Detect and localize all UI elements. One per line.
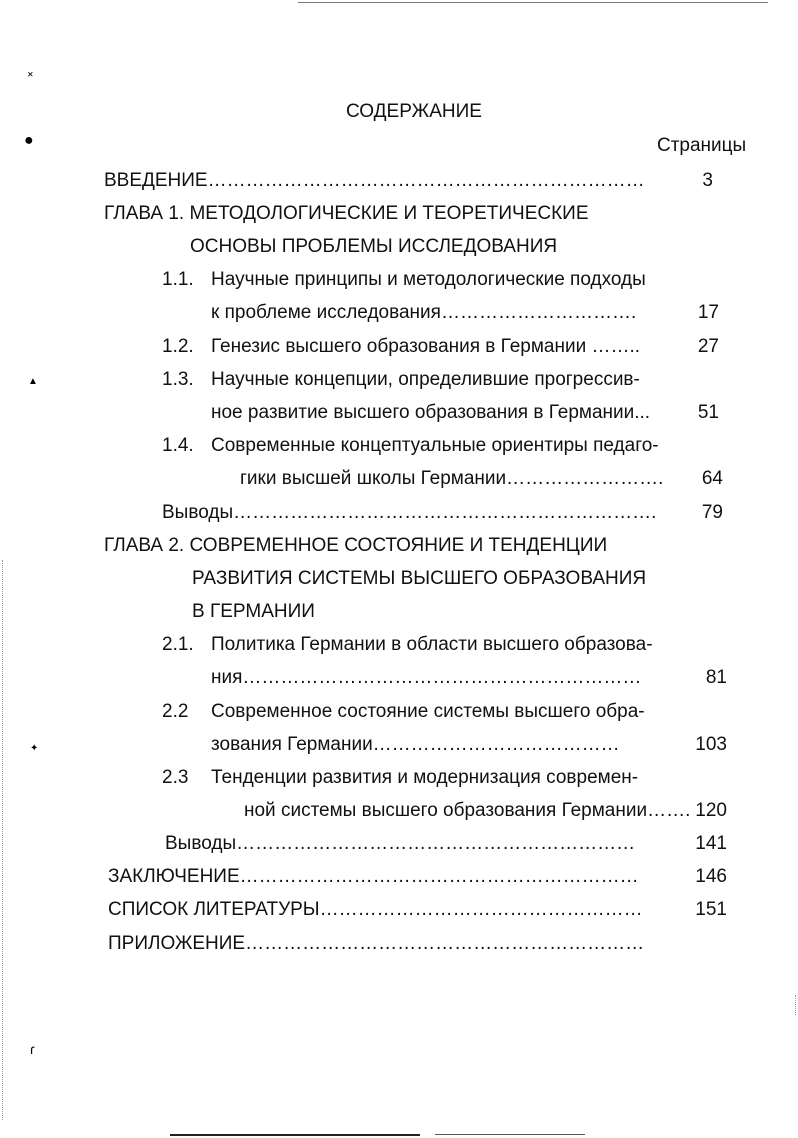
toc-title: СОДЕРЖАНИЕ <box>346 101 482 122</box>
toc-section-number: 2.1. <box>162 634 194 655</box>
scan-artifact-top <box>298 2 768 3</box>
toc-section-2-3-line2: ной системы высшего образования Германии……. <box>244 800 691 821</box>
toc-page-conclusion: 146 <box>695 866 727 887</box>
scan-speck-3: ▲ <box>28 376 38 387</box>
toc-section-2-1-line1: Политика Германии в области высшего образова- <box>211 634 653 655</box>
scan-speck-2: ● <box>24 132 34 149</box>
toc-section-number: 2.2 <box>162 701 189 722</box>
toc-entry-conclusion: ЗАКЛЮЧЕНИЕ……………………………………………………… <box>108 866 639 887</box>
toc-page-1-3: 51 <box>697 402 719 423</box>
scan-speck-1: ˟ <box>28 69 33 85</box>
toc-chapter-1-line1: ГЛАВА 1. МЕТОДОЛОГИЧЕСКИЕ И ТЕОРЕТИЧЕСКИЕ <box>104 203 589 224</box>
toc-section-2-1-line2: ния……………………………………………………… <box>211 667 642 688</box>
toc-chapter-2-line3: В ГЕРМАНИИ <box>192 601 315 622</box>
toc-section-number: 2.3 <box>162 767 189 788</box>
toc-chapter-1-line2: ОСНОВЫ ПРОБЛЕМЫ ИССЛЕДОВАНИЯ <box>190 236 558 257</box>
scan-artifact-bottom-2 <box>435 1134 585 1135</box>
toc-section-1-4-line2: гики высшей школы Германии……………………. <box>240 468 664 489</box>
toc-section-number: 1.2. <box>162 336 194 357</box>
toc-page-1-1: 17 <box>697 302 719 323</box>
scan-speck-5: ɾ <box>30 1041 35 1057</box>
toc-section-1-2-line1: Генезис высшего образования в Германии …….. <box>211 336 641 357</box>
toc-page-conclusions-1: 79 <box>701 502 723 523</box>
pages-column-header: Страницы <box>657 135 747 156</box>
toc-section-number: 1.4. <box>162 435 194 456</box>
toc-page-2-1: 81 <box>705 667 727 688</box>
toc-section-2-3-line1: Тенденции развития и модернизация современ- <box>211 767 639 788</box>
toc-section-number: 1.3. <box>162 369 194 390</box>
toc-section-1-1-line1: Научные принципы и методологические подходы <box>211 269 646 290</box>
toc-page-conclusions-2: 141 <box>695 833 727 854</box>
toc-chapter-2-line1: ГЛАВА 2. СОВРЕМЕННОЕ СОСТОЯНИЕ И ТЕНДЕНЦИИ <box>104 535 608 556</box>
toc-page-2-2: 103 <box>695 734 727 755</box>
toc-page-intro: 3 <box>702 170 713 191</box>
toc-entry-references: СПИСОК ЛИТЕРАТУРЫ…………………………………………… <box>108 899 643 920</box>
scan-edge-left <box>2 560 3 1120</box>
toc-page-references: 151 <box>695 899 727 920</box>
toc-page-2-3: 120 <box>695 800 727 821</box>
toc-section-1-3-line2: ное развитие высшего образования в Германии... <box>211 402 651 423</box>
toc-entry-intro: ВВЕДЕНИЕ…………………………………………………………… <box>104 170 645 191</box>
toc-section-1-3-line1: Научные концепции, определившие прогрессив- <box>211 369 640 390</box>
toc-section-number: 1.1. <box>162 269 194 290</box>
scan-artifact-bottom <box>170 1134 420 1136</box>
toc-page-1-4: 64 <box>701 468 723 489</box>
toc-entry-conclusions-1: Выводы…………………………………………………………. <box>162 502 657 523</box>
toc-page-1-2: 27 <box>697 336 719 357</box>
toc-section-1-1-line2: к проблеме исследования…………………………. <box>211 302 637 323</box>
toc-section-1-4-line1: Современные концептуальные ориентиры педаго- <box>211 435 659 456</box>
scan-speck-4: ✦ <box>30 743 39 754</box>
scan-edge-right <box>795 995 796 1015</box>
toc-chapter-2-line2: РАЗВИТИЯ СИСТЕМЫ ВЫСШЕГО ОБРАЗОВАНИЯ <box>192 568 647 589</box>
toc-entry-conclusions-2: Выводы……………………………………………………… <box>165 833 636 854</box>
toc-entry-appendix: ПРИЛОЖЕНИЕ……………………………………………………… <box>108 933 645 954</box>
toc-section-2-2-line2: зования Германии………………………………… <box>211 734 620 755</box>
toc-section-2-2-line1: Современное состояние системы высшего обра- <box>211 701 645 722</box>
